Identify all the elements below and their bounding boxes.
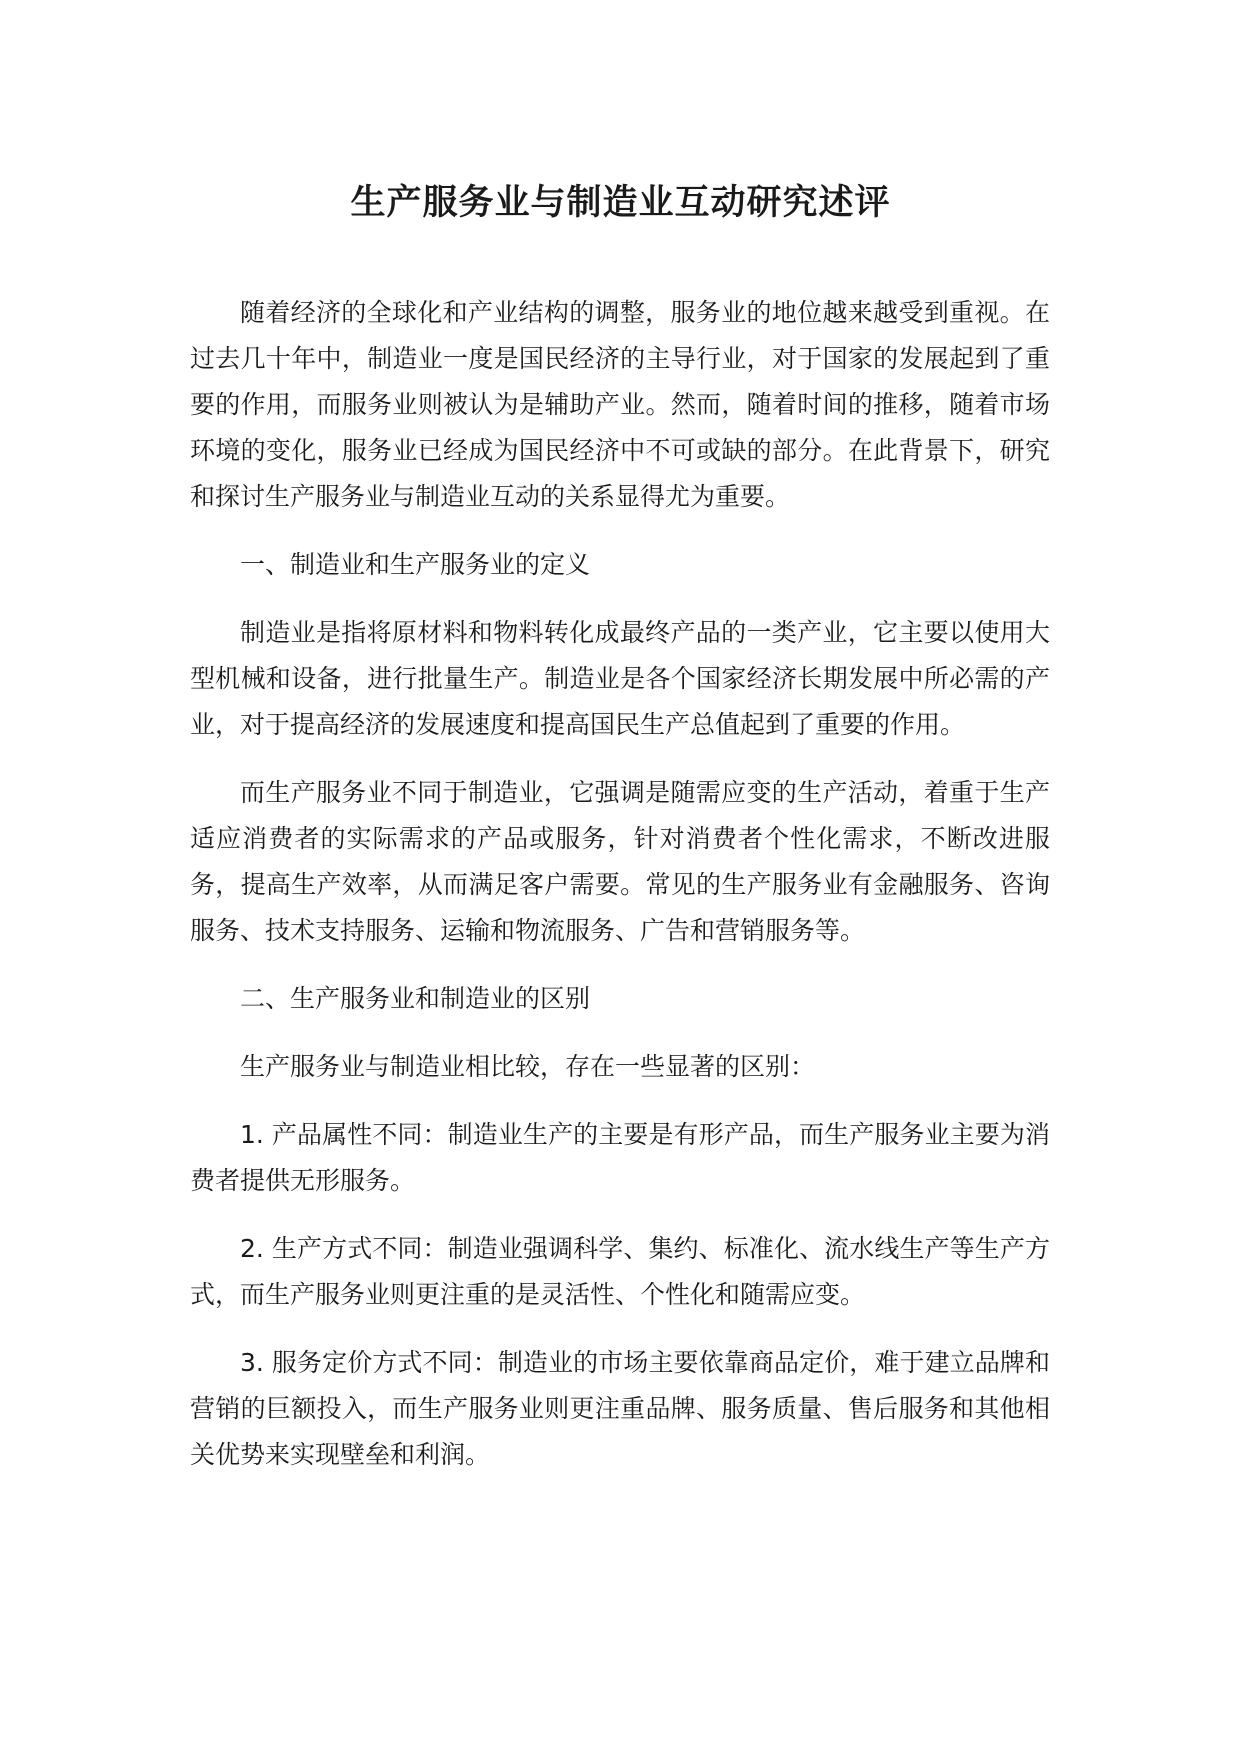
paragraph-intro: 随着经济的全球化和产业结构的调整，服务业的地位越来越受到重视。在过去几十年中，制造业一度是国民经济的主导行业，对于国家的发展起到了重要的作用，而服务业则被认为是辅助产业。然而，随着时间的推移，随着市场环境的变化，服务业已经成为国民经济中不可或缺的部分。在此背景下，研究和探讨生产服务业与制造业互动的关系显得尤为重要。 [190, 298, 1050, 511]
paragraph-service-definition: 而生产服务业不同于制造业，它强调是随需应变的生产活动，着重于生产适应消费者的实际需求的产品或服务，针对消费者个性化需求，不断改进服务，提高生产效率，从而满足客户需要。常见的生产服务业有金融服务、咨询服务、技术支持服务、运输和物流服务、广告和营销服务等。 [190, 778, 1050, 945]
document-body [190, 290, 1050, 1500]
section-heading-difference: 二、生产服务业和制造业的区别 [240, 984, 591, 1013]
list-item-pricing-method: 3. 服务定价方式不同：制造业的市场主要依靠商品定价，难于建立品牌和营销的巨额投入，而生产服务业则更注重品牌、服务质量、售后服务和其他相关优势来实现壁垒和利润。 [190, 1348, 1050, 1469]
document-title: 生产服务业与制造业互动研究述评 [350, 183, 891, 223]
list-item-production-method: 2. 生产方式不同：制造业强调科学、集约、标准化、流水线生产等生产方式，而生产服务业则更注重的是灵活性、个性化和随需应变。 [190, 1234, 1050, 1309]
list-item-product-attribute: 1. 产品属性不同：制造业生产的主要是有形产品，而生产服务业主要为消费者提供无形服务。 [190, 1120, 1050, 1195]
paragraph-manufacturing-definition: 制造业是指将原材料和物料转化成最终产品的一类产业，它主要以使用大型机械和设备，进行批量生产。制造业是各个国家经济长期发展中所必需的产业，对于提高经济的发展速度和提高国民生产总值起到了重要的作用。 [190, 618, 1050, 739]
section-heading-definition: 一、制造业和生产服务业的定义 [240, 550, 591, 579]
paragraph-difference-intro: 生产服务业与制造业相比较，存在一些显著的区别： [240, 1052, 816, 1081]
